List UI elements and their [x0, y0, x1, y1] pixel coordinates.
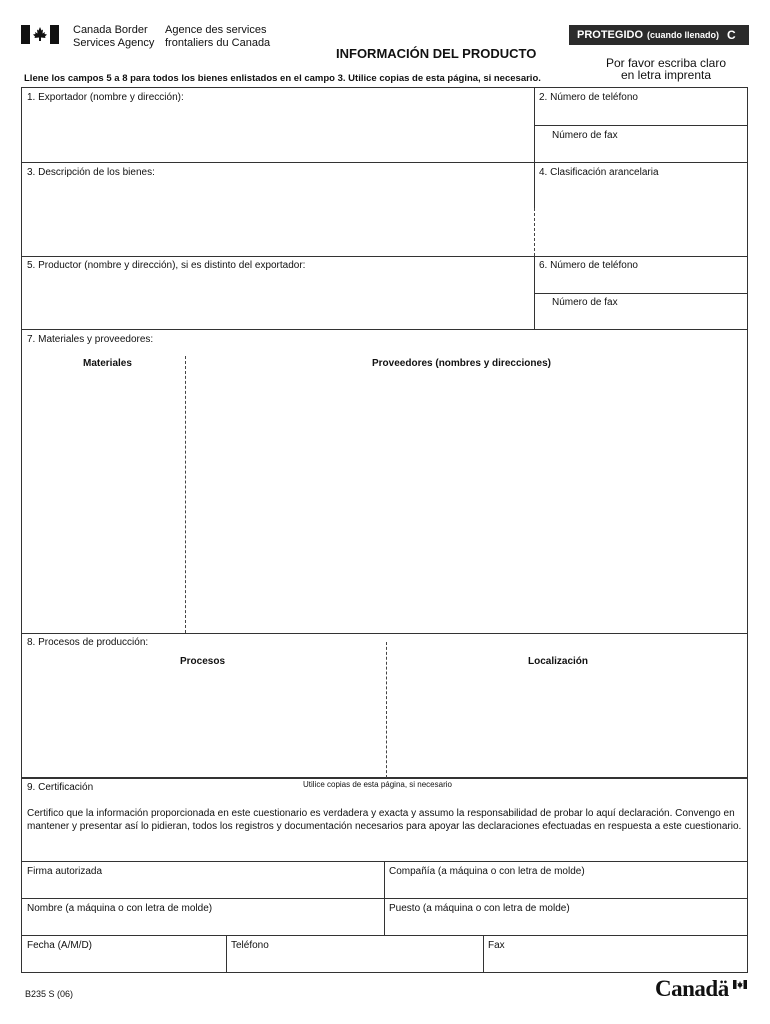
signature-field[interactable]: [22, 878, 383, 897]
name-field[interactable]: [22, 915, 383, 934]
form-number: B235 S (06): [25, 989, 74, 999]
signature-label: Firma autorizada: [27, 866, 103, 877]
fax-field-6[interactable]: [535, 310, 747, 328]
canada-wordmark: [655, 976, 747, 1002]
telephone-field[interactable]: [228, 952, 482, 972]
protected-banner: [569, 25, 749, 45]
phone-label-6: 6. Número de teléfono: [539, 260, 638, 271]
processes-column-header: Procesos: [180, 656, 226, 667]
certification-text: Certifico que la información proporcionada en este cuestionario es verdadera y exacta y assumo la responsabilidad de probar lo aquí declaración. Convengo en mantener y presentar así lo pidieran, todos los registros y documentación necesarios para apoyar las declaraciones efectuadas en respuesta a este cuestionario.: [27, 808, 742, 832]
phone-label-2: 2. Número de teléfono: [539, 92, 638, 103]
tariff-label: 4. Clasificación arancelaria: [539, 167, 659, 178]
protected-sub-label: (cuando llenado): [647, 30, 720, 40]
producer-label: 5. Productor (nombre y dirección), si es distinto del exportador:: [27, 260, 306, 271]
phone-field-2[interactable]: [535, 105, 747, 124]
fax-label-2: Número de fax: [552, 130, 618, 141]
protected-label: PROTEGIDO: [577, 29, 644, 41]
processes-label: 8. Procesos de producción:: [27, 637, 149, 648]
processes-field[interactable]: [22, 670, 385, 776]
company-field[interactable]: [386, 878, 747, 897]
location-field[interactable]: [388, 670, 747, 776]
description-label: 3. Descripción de los bienes:: [27, 167, 155, 178]
suppliers-field[interactable]: [187, 372, 747, 632]
canada-wordmark-text: Canadä: [655, 976, 729, 1001]
materials-field[interactable]: [22, 372, 184, 632]
fax-field[interactable]: [485, 952, 747, 972]
materials-suppliers-label: 7. Materiales y proveedores:: [27, 334, 154, 345]
phone-field-6[interactable]: [535, 273, 747, 292]
exporter-label: 1. Exportador (nombre y dirección):: [27, 92, 184, 103]
position-field[interactable]: [386, 915, 747, 934]
producer-field[interactable]: [22, 273, 533, 328]
fax-label-6: Número de fax: [552, 297, 618, 308]
print-clearly-note: Por favor escriba claro en letra imprenta: [605, 56, 727, 82]
company-label: Compañía (a máquina o con letra de molde): [389, 866, 585, 877]
position-label: Puesto (a máquina o con letra de molde): [389, 903, 570, 914]
certification-label: 9. Certificación: [27, 782, 94, 793]
wordmark-flag-icon: [733, 976, 747, 994]
canada-flag-icon: [21, 25, 59, 44]
materials-column-header: Materiales: [83, 358, 132, 369]
agency-name-french: Agence des services frontaliers du Canada: [165, 24, 271, 49]
fax-label: Fax: [488, 940, 505, 951]
location-column-header: Localización: [528, 656, 589, 667]
copies-note: Utilice copias de esta página, si necesario: [303, 780, 452, 789]
page-title: INFORMACIÓN DEL PRODUCTO: [336, 46, 537, 61]
protected-class-letter: C: [727, 28, 736, 42]
telephone-label: Teléfono: [231, 940, 269, 951]
fax-field-2[interactable]: [535, 143, 747, 161]
date-field[interactable]: [22, 952, 225, 972]
instructions-text: Llene los campos 5 a 8 para todos los bienes enlistados en el campo 3. Utilice copias de esta página, si necesario.: [24, 73, 541, 84]
tariff-field[interactable]: [535, 180, 747, 255]
agency-name-english: Canada Border Services Agency: [73, 24, 155, 49]
name-label: Nombre (a máquina o con letra de molde): [27, 903, 213, 914]
suppliers-column-header: Proveedores (nombres y direcciones): [372, 358, 551, 369]
description-field[interactable]: [22, 180, 533, 255]
exporter-field[interactable]: [22, 105, 533, 161]
date-label: Fecha (A/M/D): [27, 940, 93, 951]
